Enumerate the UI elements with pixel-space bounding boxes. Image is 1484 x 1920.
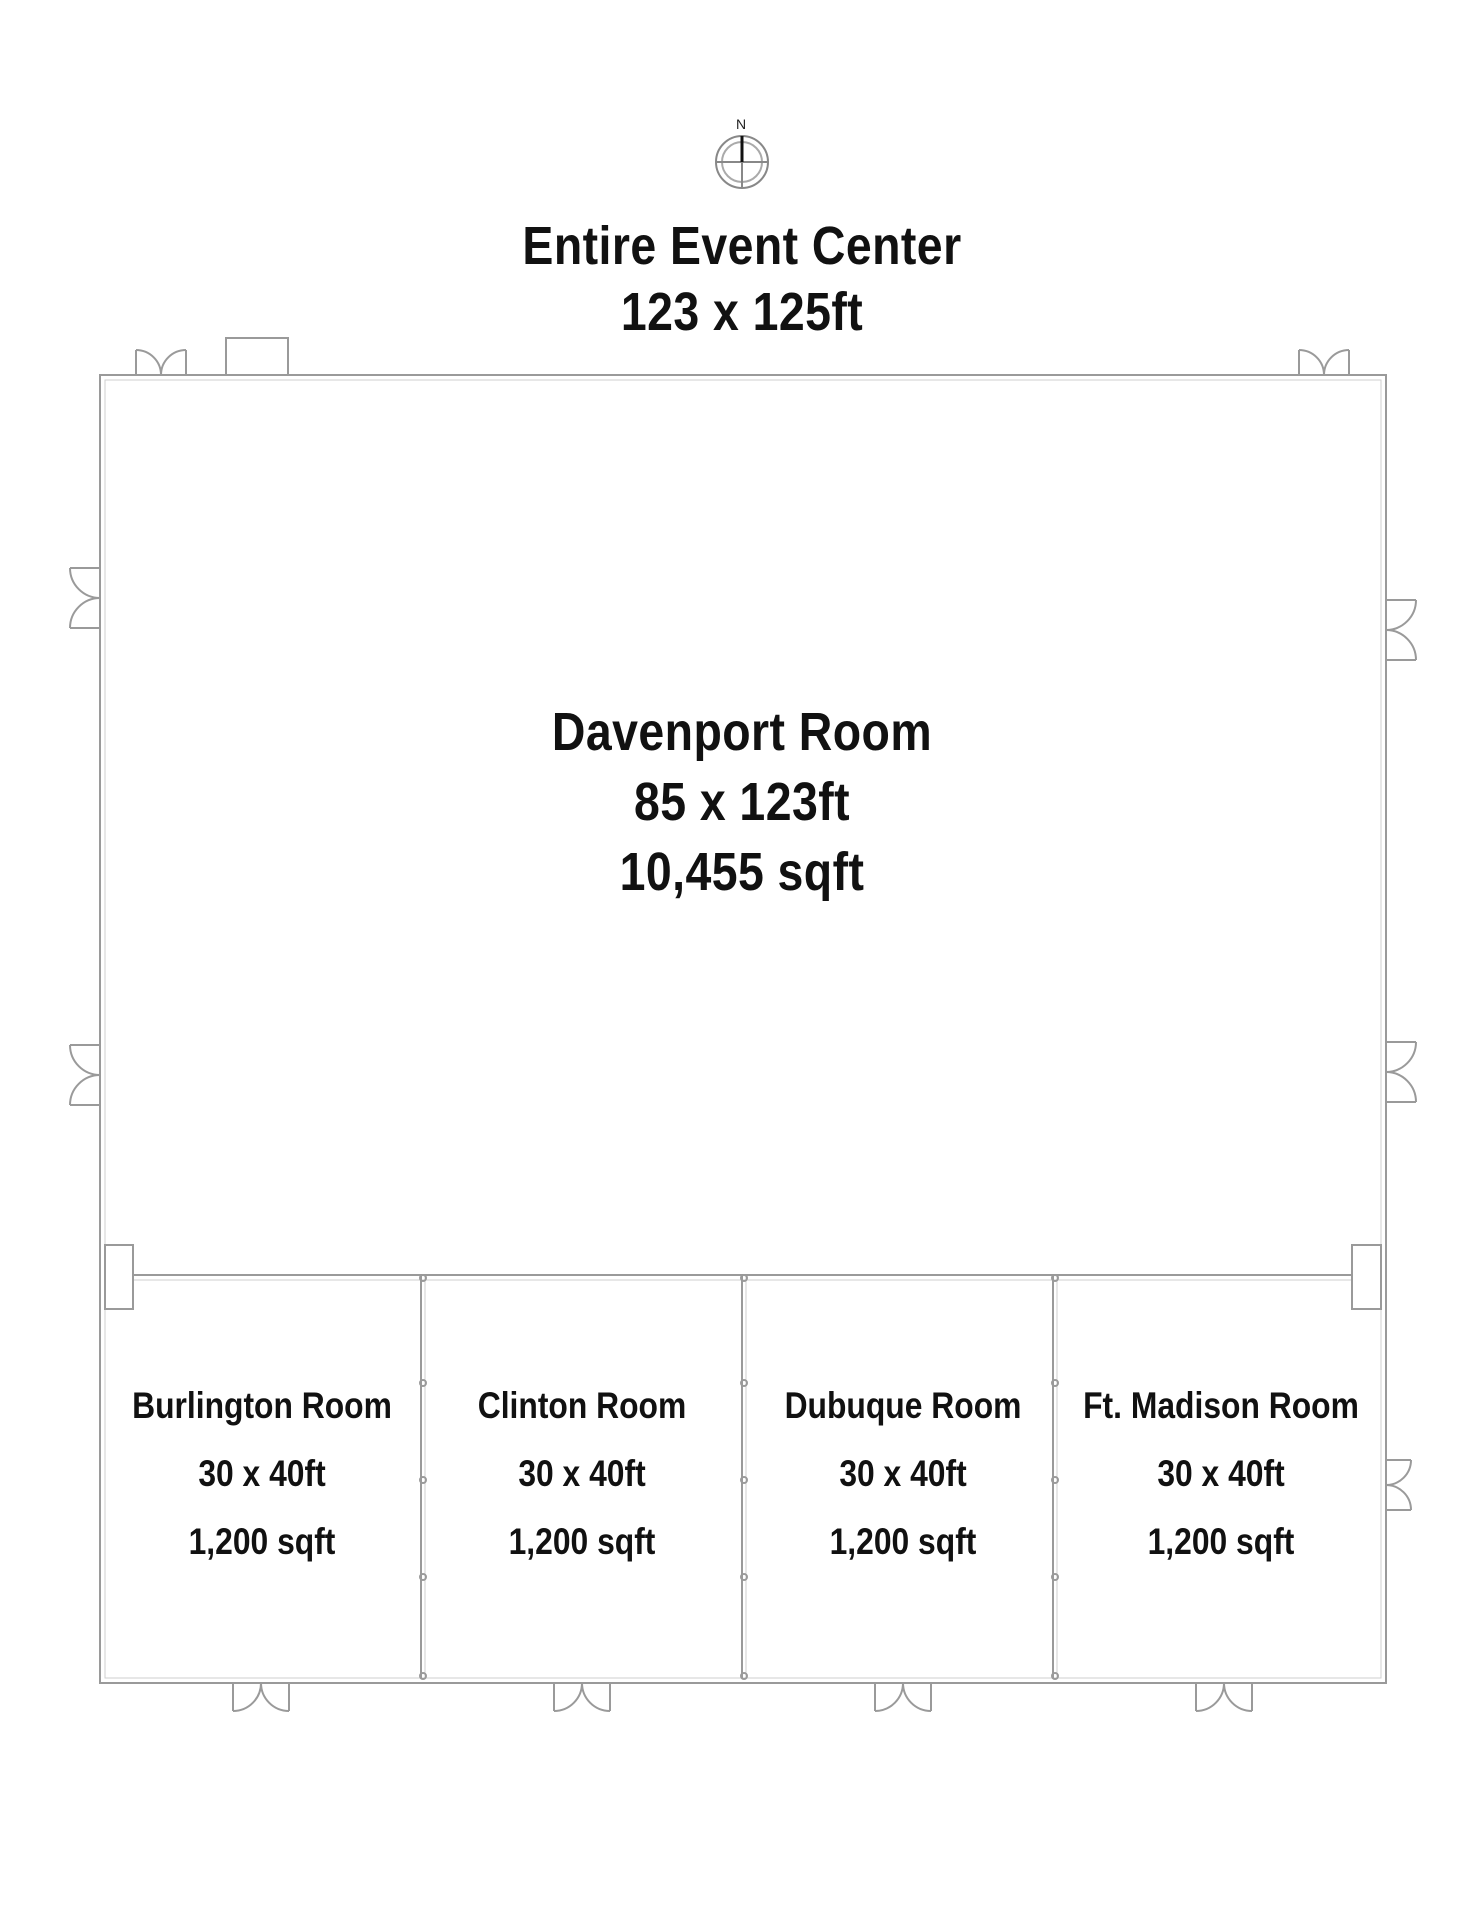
room-dims: 30 x 40ft: [518, 1453, 646, 1494]
door-icon: [70, 568, 100, 628]
compass-label: N: [736, 116, 747, 132]
door-icon: [136, 350, 186, 375]
clinton-room-label: [478, 1372, 687, 1576]
room-area: 10,455 sqft: [619, 842, 865, 902]
door-icon: [233, 1683, 289, 1711]
room-dims: 30 x 40ft: [839, 1453, 967, 1494]
ft-madison-room-label: [1083, 1372, 1359, 1576]
room-name: Dubuque Room: [784, 1385, 1022, 1426]
door-icon: [1299, 350, 1349, 375]
top-alcove: [226, 338, 288, 375]
room-dims: 30 x 40ft: [198, 1453, 326, 1494]
compass-icon: [716, 136, 768, 188]
door-icon: [1386, 1460, 1411, 1510]
room-area: 1,200 sqft: [829, 1521, 977, 1562]
event-center-dims: 123 x 125ft: [620, 282, 864, 342]
room-area: 1,200 sqft: [188, 1521, 336, 1562]
room-area: 1,200 sqft: [1147, 1521, 1295, 1562]
room-dims: 85 x 123ft: [633, 772, 851, 832]
room-name: Ft. Madison Room: [1083, 1385, 1359, 1426]
door-icon: [70, 1045, 100, 1105]
dubuque-room-label: [785, 1372, 1022, 1576]
door-icon: [1196, 1683, 1252, 1711]
door-icon: [1386, 600, 1416, 660]
room-name: Clinton Room: [477, 1385, 687, 1426]
room-dims: 30 x 40ft: [1157, 1453, 1285, 1494]
davenport-room-label: [552, 697, 932, 907]
room-name: Davenport Room: [551, 702, 933, 762]
event-center-title: [522, 213, 961, 345]
burlington-room-label: [132, 1372, 392, 1576]
room-area: 1,200 sqft: [508, 1521, 656, 1562]
door-icon: [875, 1683, 931, 1711]
room-name: Burlington Room: [132, 1385, 392, 1426]
door-icon: [1386, 1042, 1416, 1102]
door-icon: [554, 1683, 610, 1711]
event-center-name: Entire Event Center: [522, 216, 962, 276]
